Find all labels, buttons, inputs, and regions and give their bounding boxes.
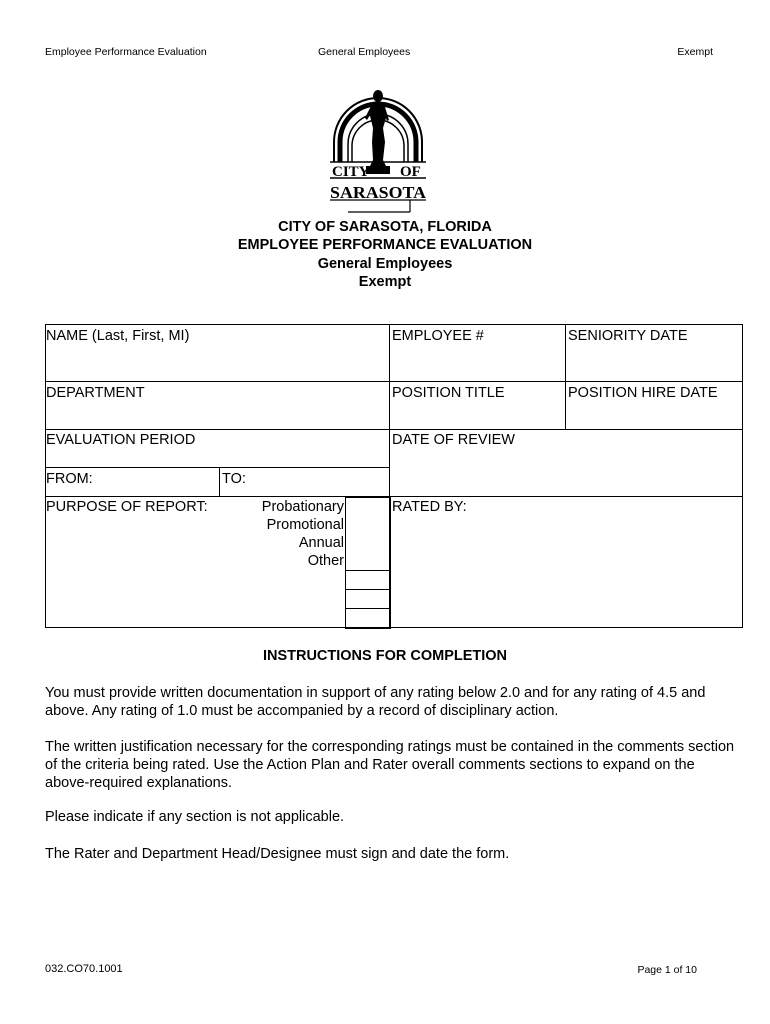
date-of-review-label: DATE OF REVIEW: [392, 432, 515, 448]
title-form: EMPLOYEE PERFORMANCE EVALUATION: [237, 237, 533, 253]
position-hire-date-field[interactable]: [565, 381, 743, 430]
rated-by-field[interactable]: [389, 496, 743, 628]
instructions-heading: INSTRUCTIONS FOR COMPLETION: [262, 648, 508, 664]
instructions-paragraph-4: The Rater and Department Head/Designee must sign and date the form.: [45, 846, 510, 862]
to-date-field[interactable]: [219, 467, 390, 497]
instructions-paragraph-1: You must provide written documentation in support of any rating below 2.0 and for any rating of 4.5 and above. Any rating of 1.0 must be accompanied by a record of disciplinary action.: [45, 685, 706, 719]
department-field[interactable]: [45, 381, 390, 430]
date-of-review-field[interactable]: [389, 429, 743, 497]
instructions-paragraph-3: Please indicate if any section is not applicable.: [45, 809, 345, 825]
logo-sarasota-text: SARASOTA: [330, 183, 427, 202]
title-group: General Employees: [317, 256, 453, 272]
employee-info-form: [45, 324, 743, 628]
title-city: CITY OF SARASOTA, FLORIDA: [278, 219, 492, 235]
department-label: DEPARTMENT: [46, 385, 145, 401]
logo-of-text: OF: [400, 164, 421, 180]
purpose-option-annual: Annual: [298, 535, 344, 551]
checkbox-probationary[interactable]: [345, 570, 391, 590]
position-title-label: POSITION TITLE: [392, 385, 505, 401]
instructions-paragraph-2: The written justification necessary for the corresponding ratings must be contained in the comments section of the criteria being rated. Use the Action Plan and Rater overall comments sections to expand on the above-required explanations.: [45, 739, 735, 791]
purpose-options: [244, 499, 344, 573]
to-label: TO:: [222, 471, 246, 487]
name-label: NAME (Last, First, MI): [46, 328, 190, 344]
purpose-option-other: Other: [307, 553, 344, 569]
employee-number-field[interactable]: [389, 324, 566, 382]
from-label: FROM:: [46, 471, 93, 487]
seniority-date-field[interactable]: [565, 324, 743, 382]
evaluation-period-label: EVALUATION PERIOD: [46, 432, 196, 448]
evaluation-period-section: [45, 429, 390, 468]
page-number: Page 1 of 10: [637, 964, 697, 976]
city-seal-icon: [328, 86, 428, 216]
city-logo: [328, 86, 428, 216]
seniority-date-label: SENIORITY DATE: [568, 328, 688, 344]
header-center: General Employees: [318, 46, 411, 58]
purpose-option-probationary: Probationary: [261, 499, 344, 515]
name-field[interactable]: [45, 324, 390, 382]
checkbox-annual[interactable]: [345, 608, 391, 629]
checkbox-promotional[interactable]: [345, 589, 391, 609]
position-hire-date-label: POSITION HIRE DATE: [568, 385, 718, 401]
employee-number-label: EMPLOYEE #: [392, 328, 484, 344]
purpose-option-promotional: Promotional: [266, 517, 344, 533]
purpose-label: PURPOSE OF REPORT:: [46, 499, 208, 515]
logo-city-text: CITY: [332, 164, 370, 180]
position-title-field[interactable]: [389, 381, 566, 430]
purpose-of-report-section: [45, 496, 390, 628]
title-status: Exempt: [358, 274, 412, 290]
from-date-field[interactable]: [45, 467, 220, 497]
rated-by-label: RATED BY:: [392, 499, 467, 515]
header-left: Employee Performance Evaluation: [45, 46, 207, 58]
form-number: 032.CO70.1001: [45, 963, 123, 975]
header-right: Exempt: [677, 46, 713, 58]
